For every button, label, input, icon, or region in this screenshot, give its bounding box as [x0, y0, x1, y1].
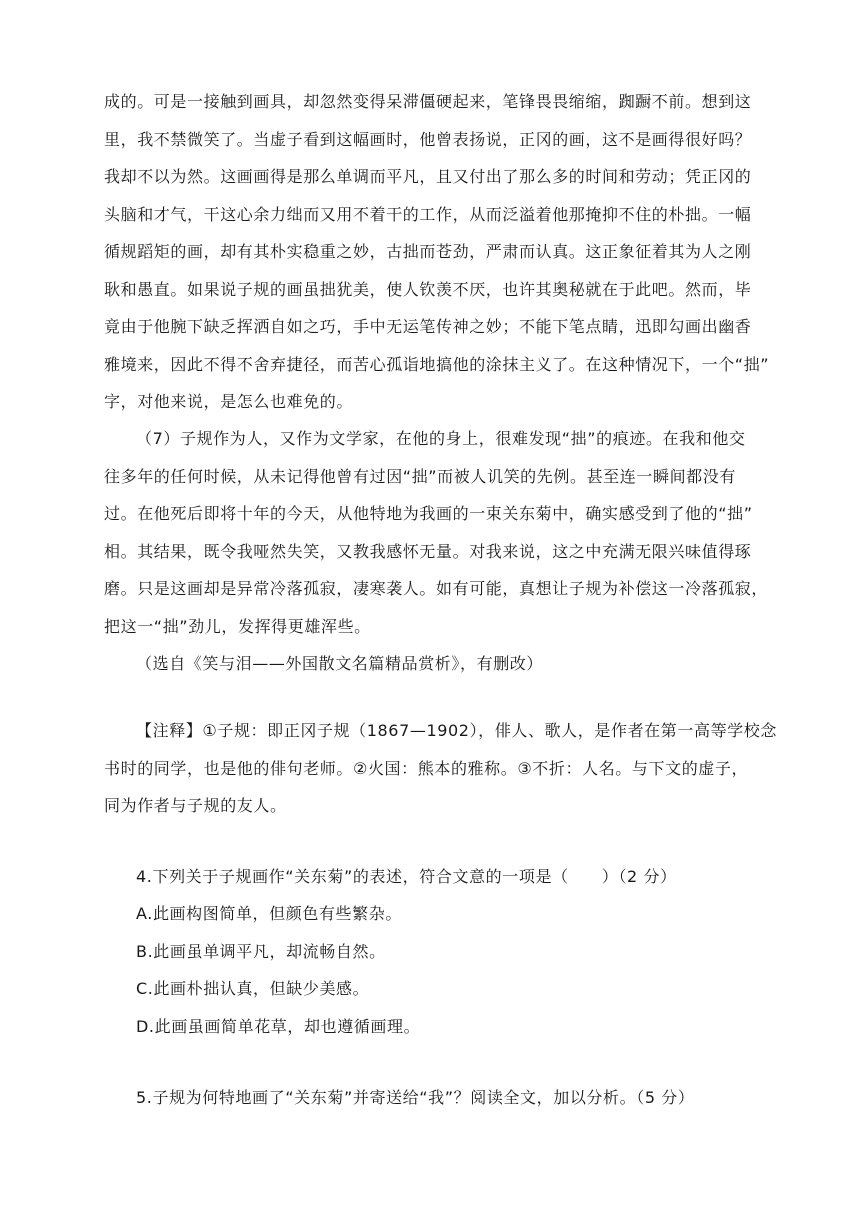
notes-line: 书时的同学，也是他的俳句老师。②火国：熊本的雅称。③不折：人名。与下文的虚子，: [104, 759, 749, 778]
paragraph-6-line: 我却不以为然。这画画得是那么单调而平凡，且又付出了那么多的时间和劳动；凭正冈的: [104, 167, 752, 186]
paragraph-7-line: 相。其结果，既令我哑然失笑，又教我感怀无量。对我来说，这之中充满无限兴味值得琢: [104, 542, 752, 561]
question-4-option-c: C.此画朴拙认真，但缺少美感。: [136, 979, 370, 998]
paragraph-7-line: 往多年的任何时候，从未记得他曾有过因“拙”而被人讥笑的先例。甚至连一瞬间都没有: [104, 467, 736, 486]
paragraph-6-line: 雅境来，因此不得不舍弃捷径，而苦心孤诣地搞他的涂抹主义了。在这种情况下，一个“拙”: [104, 355, 770, 374]
question-4-option-a: A.此画构图简单，但颜色有些繁杂。: [136, 904, 402, 923]
paragraph-7-line: （7）子规作为人，又作为文学家，在他的身上，很难发现“拙”的痕迹。在我和他交: [136, 429, 746, 448]
source-citation: （选自《笑与泪——外国散文名篇精品赏析》，有删改）: [136, 654, 544, 673]
paragraph-6-line: 头脑和才气，干这心余力绌而又用不着干的工作，从而泛溢着他那掩抑不住的朴拙。一幅: [104, 205, 752, 224]
notes-line: 【注释】①子规：即正冈子规（1867—1902），俳人、歌人，是作者在第一高等学校念: [136, 721, 777, 740]
question-4-stem: 4.下列关于子规画作“关东菊”的表述，符合文意的一项是（ ）（2 分）: [136, 867, 677, 886]
notes-line: 同为作者与子规的友人。: [104, 796, 287, 815]
question-4-option-d: D.此画虽画简单花草，却也遵循画理。: [136, 1017, 421, 1036]
paragraph-6-line: 竟由于他腕下缺乏挥洒自如之巧，手中无运笔传神之妙；不能下笔点睛，迅即勾画出幽香: [104, 317, 752, 336]
paragraph-6-line: 耿和愚直。如果说子规的画虽拙犹美，使人钦羡不厌，也许其奥秘就在于此吧。然而，毕: [104, 280, 752, 299]
paragraph-7-line: 过。在他死后即将十年的今天，从他特地为我画的一束关东菊中，确实感受到了他的“拙”: [104, 504, 753, 523]
paragraph-7-line: 把这一“拙”劲儿，发挥得更雄浑些。: [104, 617, 371, 636]
paragraph-7-line: 磨。只是这画却是异常冷落孤寂，凄寒袭人。如有可能，真想让子规为补偿这一冷落孤寂，: [104, 579, 769, 598]
paragraph-6-line: 里，我不禁微笑了。当虚子看到这幅画时，他曾表扬说，正冈的画，这不是画得很好吗？: [104, 130, 752, 149]
paragraph-6-line: 字，对他来说，是怎么也难免的。: [104, 392, 354, 411]
paragraph-6-line: 成的。可是一接触到画具，却忽然变得呆滞僵硬起来，笔锋畏畏缩缩，踟蹰不前。想到这: [104, 92, 752, 111]
question-4-option-b: B.此画虽单调平凡，却流畅自然。: [136, 942, 386, 961]
question-5-stem: 5.子规为何特地画了“关东菊”并寄送给“我”？阅读全文，加以分析。（5 分）: [136, 1088, 695, 1107]
paragraph-6-line: 循规蹈矩的画，却有其朴实稳重之妙，古拙而苍劲，严肃而认真。这正象征着其为人之刚: [104, 242, 752, 261]
